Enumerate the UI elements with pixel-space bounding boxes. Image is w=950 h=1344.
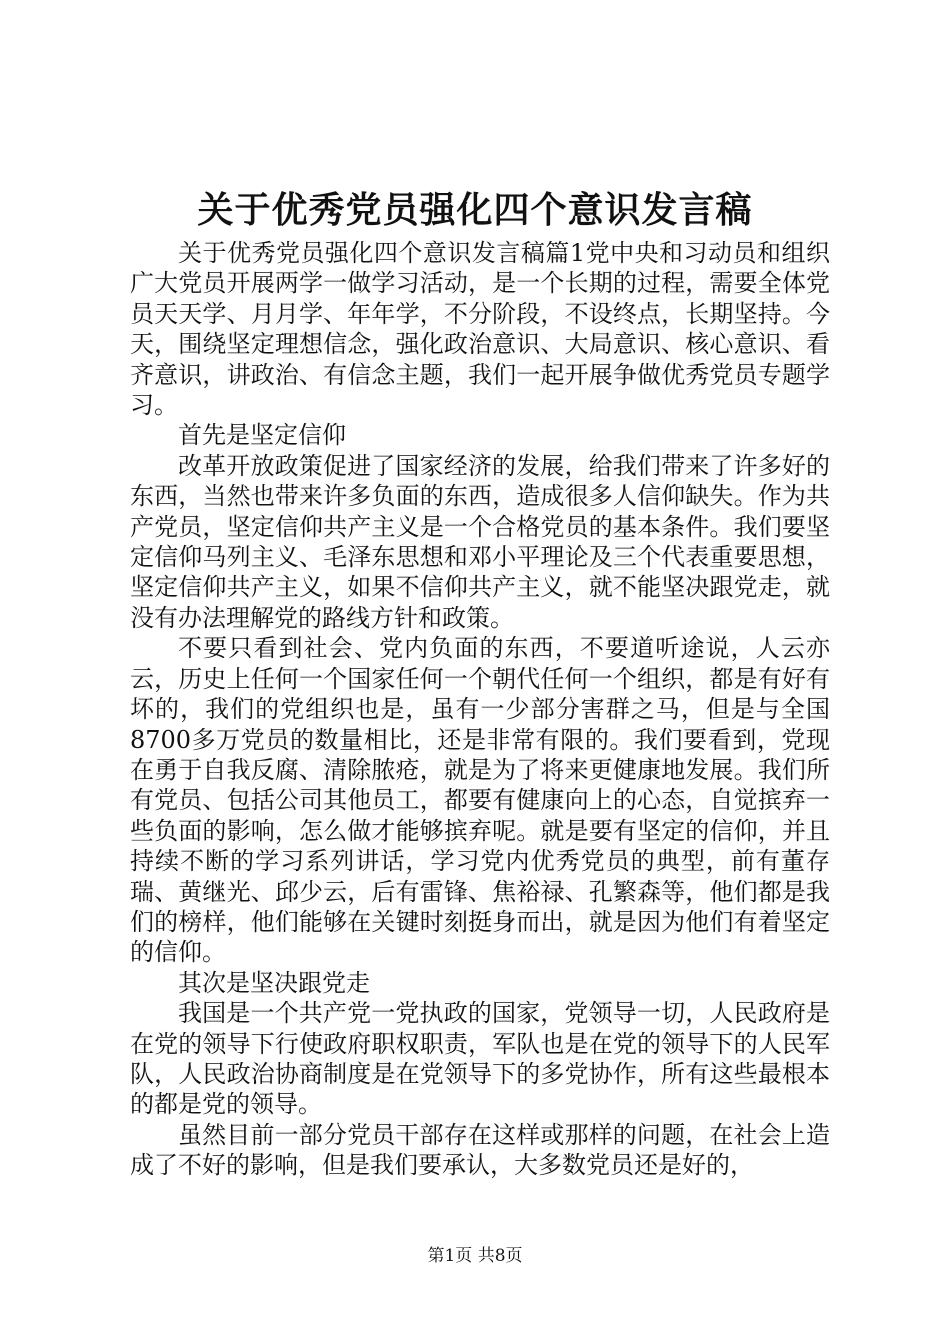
section-heading-faith: 首先是坚定信仰 [178,421,346,450]
page-footer: 第1页 共8页 [427,1246,523,1266]
paragraph-intro: 关于优秀党员强化四个意识发言稿篇1党中央和习动员和组织广大党员开展两学一做学习活动，是一个长期的过程，需要全体党员天天学、月月学、年年学，不分阶段，不设终点，长期坚持。今天，围绕坚定理想信念，强化政治意识、大局意识、核心意识、看齐意识，讲政治、有信念主题，我们一起开展争做优秀党员专题学习。 [130,239,830,420]
paragraph-cadre-problems: 虽然目前一部分党员干部存在这样或那样的问题，在社会上造成了不好的影响，但是我们要承认，大多数党员还是好的， [130,1120,830,1180]
section-heading-follow-party: 其次是坚决跟党走 [178,968,370,997]
paragraph-reform: 改革开放政策促进了国家经济的发展，给我们带来了许多好的东西，当然也带来许多负面的东西，造成很多人信仰缺失。作为共产党员，坚定信仰共产主义是一个合格党员的基本条件。我们要坚定信仰马列主义、毛泽东思想和邓小平理论及三个代表重要思想，坚定信仰共产主义，如果不信仰共产主义，就不能坚决跟党走，就没有办法理解党的路线方针和政策。 [130,451,830,632]
paragraph-party-leadership: 我国是一个共产党一党执政的国家，党领导一切，人民政府是在党的领导下行使政府职权职责，军队也是在党的领导下的人民军队，人民政治协商制度是在党领导下的多党协作，所有这些最根本的都是党的领导。 [130,999,830,1119]
paragraph-negative-views: 不要只看到社会、党内负面的东西，不要道听途说，人云亦云，历史上任何一个国家任何一个朝代任何一个组织，都是有好有坏的，我们的党组织也是，虽有一少部分害群之马，但是与全国8700多万党员的数量相比，还是非常有限的。我们要看到，党现在勇于自我反腐、清除脓疮，就是为了将来更健康地发展。我们所有党员、包括公司其他员工，都要有健康向上的心态，自觉摈弃一些负面的影响，怎么做才能够摈弃呢。就是要有坚定的信仰，并且持续不断的学习系列讲话，学习党内优秀党员的典型，前有董存瑞、黄继光、邱少云，后有雷锋、焦裕禄、孔繁森等，他们都是我们的榜样，他们能够在关键时刻挺身而出，就是因为他们有着坚定的信仰。 [130,634,830,967]
document-body [130,238,830,1181]
document-title: 关于优秀党员强化四个意识发言稿 [197,189,753,231]
